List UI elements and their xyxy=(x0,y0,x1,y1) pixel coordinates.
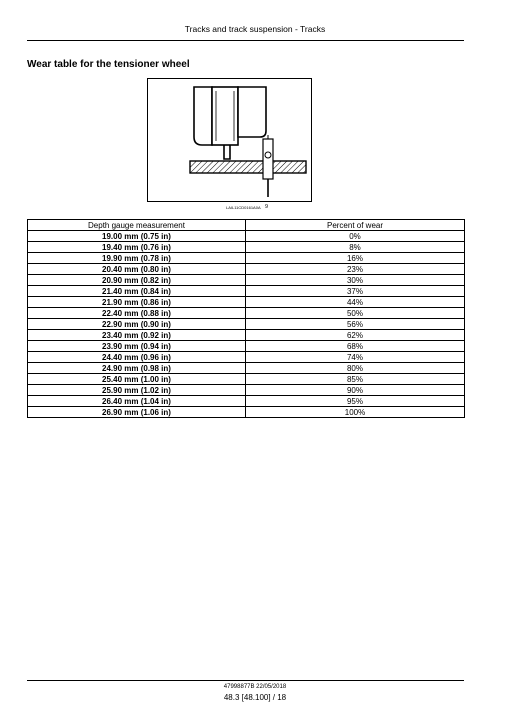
footer-divider xyxy=(27,680,464,681)
depth-cell: 23.40 mm (0.92 in) xyxy=(28,330,246,341)
table-row xyxy=(28,231,465,242)
table-row xyxy=(28,352,465,363)
table-row xyxy=(28,385,465,396)
depth-cell: 20.90 mm (0.82 in) xyxy=(28,275,246,286)
wear-cell: 95% xyxy=(246,396,465,407)
section-title: Wear table for the tensioner wheel xyxy=(27,59,190,70)
depth-cell: 19.00 mm (0.75 in) xyxy=(28,231,246,242)
column-header-wear: Percent of wear xyxy=(246,220,465,231)
wear-cell: 23% xyxy=(246,264,465,275)
wear-cell: 74% xyxy=(246,352,465,363)
wear-cell: 16% xyxy=(246,253,465,264)
table-row xyxy=(28,363,465,374)
depth-cell: 25.90 mm (1.02 in) xyxy=(28,385,246,396)
wear-cell: 80% xyxy=(246,363,465,374)
table-row xyxy=(28,407,465,418)
depth-cell: 22.90 mm (0.90 in) xyxy=(28,319,246,330)
header-divider xyxy=(27,40,464,41)
table-row xyxy=(28,297,465,308)
depth-cell: 24.90 mm (0.98 in) xyxy=(28,363,246,374)
tensioner-wheel-figure xyxy=(147,78,312,202)
table-row xyxy=(28,319,465,330)
wear-cell: 100% xyxy=(246,407,465,418)
depth-cell: 24.40 mm (0.96 in) xyxy=(28,352,246,363)
table-row xyxy=(28,242,465,253)
figure-number: 9 xyxy=(265,204,269,210)
depth-cell: 26.90 mm (1.06 in) xyxy=(28,407,246,418)
table-row xyxy=(28,286,465,297)
figure-caption: LAIL11CD0161A0A xyxy=(226,205,261,210)
wear-cell: 68% xyxy=(246,341,465,352)
depth-cell: 26.40 mm (1.04 in) xyxy=(28,396,246,407)
depth-cell: 19.40 mm (0.76 in) xyxy=(28,242,246,253)
depth-cell: 25.40 mm (1.00 in) xyxy=(28,374,246,385)
depth-cell: 22.40 mm (0.88 in) xyxy=(28,308,246,319)
wear-cell: 85% xyxy=(246,374,465,385)
table-row xyxy=(28,253,465,264)
wear-cell: 30% xyxy=(246,275,465,286)
depth-cell: 19.90 mm (0.78 in) xyxy=(28,253,246,264)
table-row xyxy=(28,396,465,407)
wear-cell: 62% xyxy=(246,330,465,341)
table-row xyxy=(28,264,465,275)
wear-cell: 50% xyxy=(246,308,465,319)
table-row xyxy=(28,275,465,286)
table-header-row xyxy=(28,220,465,231)
depth-cell: 23.90 mm (0.94 in) xyxy=(28,341,246,352)
column-header-depth: Depth gauge measurement xyxy=(28,220,246,231)
wear-table xyxy=(27,219,465,418)
table-row xyxy=(28,374,465,385)
tensioner-wheel-illustration xyxy=(148,79,311,201)
wear-cell: 8% xyxy=(246,242,465,253)
wear-cell: 0% xyxy=(246,231,465,242)
wear-cell: 56% xyxy=(246,319,465,330)
footer-page-number: 48.3 [48.100] / 18 xyxy=(223,693,287,702)
depth-cell: 20.40 mm (0.80 in) xyxy=(28,264,246,275)
page-header-title: Tracks and track suspension - Tracks xyxy=(184,24,326,34)
wear-cell: 37% xyxy=(246,286,465,297)
wear-cell: 44% xyxy=(246,297,465,308)
depth-cell: 21.40 mm (0.84 in) xyxy=(28,286,246,297)
depth-cell: 21.90 mm (0.86 in) xyxy=(28,297,246,308)
table-row xyxy=(28,330,465,341)
table-row xyxy=(28,308,465,319)
table-row xyxy=(28,341,465,352)
footer-reference: 47998877B 22/05/2018 xyxy=(223,684,287,690)
wear-cell: 90% xyxy=(246,385,465,396)
